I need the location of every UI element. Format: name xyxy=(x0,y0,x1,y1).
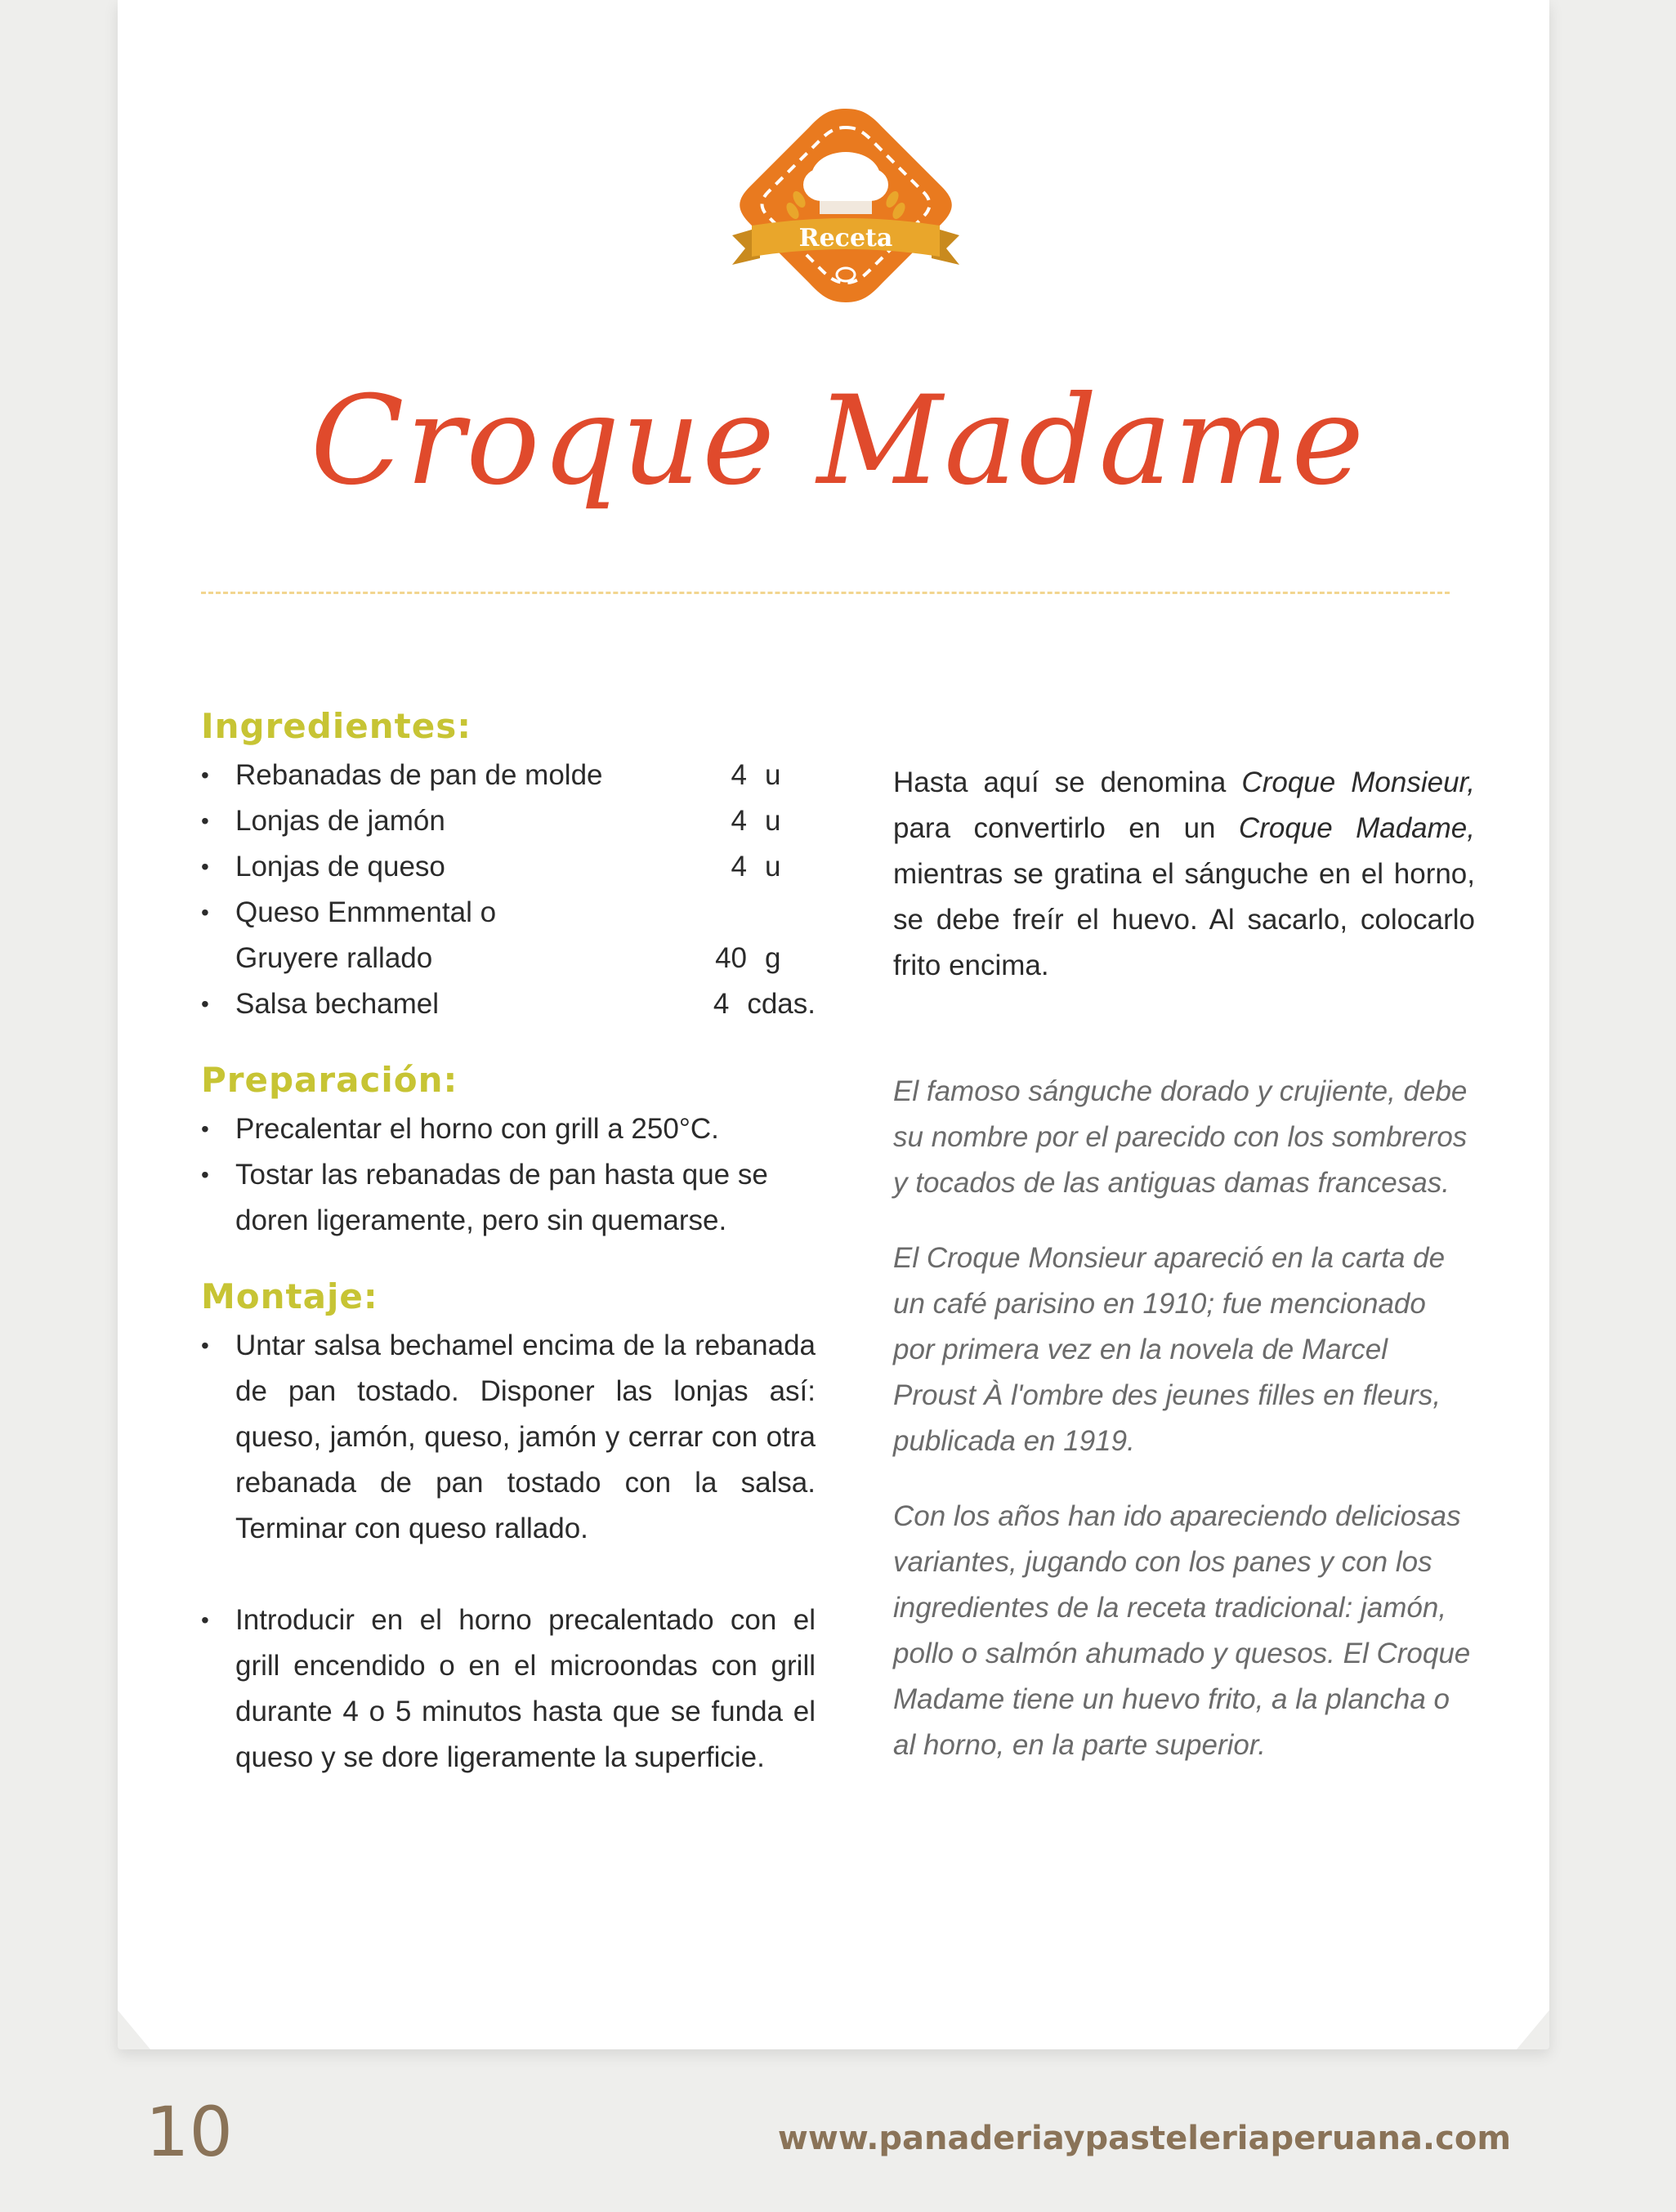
website-url[interactable]: www.panaderiaypasteleriaperuana.com xyxy=(777,2120,1511,2157)
note-paragraph: El famoso sánguche dorado y crujiente, debe su nombre por el parecido con los sombreros y tocados de las antiguas damas francesas. xyxy=(893,1075,1468,1199)
ingredients-heading: Ingredientes: xyxy=(201,706,472,746)
preparation-step: • Tostar las rebanadas de pan hasta que se doren ligeramente, pero sin quemarse. xyxy=(201,1152,816,1244)
preparation-list xyxy=(201,1106,816,1244)
ingredient-item: • Lonjas de jamón 4 u xyxy=(201,798,816,844)
ingredient-item: • Queso Enmmental o xyxy=(201,890,816,936)
title-divider xyxy=(201,592,1450,594)
badge-label: Receta xyxy=(798,224,893,252)
ingredient-item: Gruyere rallado 40 g xyxy=(235,942,781,974)
preparation-section xyxy=(201,1060,816,1244)
page-number: 10 xyxy=(145,2092,233,2172)
recipe-left-column xyxy=(201,706,816,1781)
recipe-right-column xyxy=(893,760,1475,1768)
assembly-section xyxy=(201,1276,816,1781)
ingredient-item: • Rebanadas de pan de molde 4 u xyxy=(201,753,816,798)
preparation-step: • Precalentar el horno con grill a 250°C. xyxy=(201,1106,816,1152)
recipe-badge-logo xyxy=(727,105,964,325)
assembly-step: • Untar salsa bechamel encima de la rebanada de pan tostado. Disponer las lonjas así: queso, jamón, queso, jamón y cerrar con otra rebanada de pan tostado con la salsa. Terminar con queso rallado. xyxy=(201,1323,816,1552)
assembly-heading: Montaje: xyxy=(201,1276,378,1316)
assembly-list xyxy=(201,1323,816,1781)
ingredient-item: • Salsa bechamel 4 cdas. xyxy=(201,981,816,1027)
preparation-heading: Preparación: xyxy=(201,1060,458,1100)
recipe-title: Croque Madame xyxy=(310,370,1366,512)
ingredient-item: • Lonjas de queso 4 u xyxy=(201,844,816,890)
intro-paragraph: Hasta aquí se denomina Croque Monsieur, para convertirlo en un Croque Madame, mientras se gratina el sánguche en el horno, se debe freír el huevo. Al sacarlo, colocarlo frito encima. xyxy=(893,766,1475,981)
note-paragraph: El Croque Monsieur apareció en la carta de un café parisino en 1910; fue mencionado por primera vez en la novela de Marcel Proust À l'ombre des jeunes filles en fleurs, publicada en 1919. xyxy=(893,1242,1446,1457)
note-paragraph: Con los años han ido apareciendo deliciosas variantes, jugando con los panes y con los ingredientes de la receta tradicional: jamón, pollo o salmón ahumado y quesos. El Croque Madame tiene un huevo frito, a la plancha o al horno, en la parte superior. xyxy=(893,1500,1471,1761)
ingredients-list xyxy=(201,753,816,1027)
assembly-step: • Introducir en el horno precalentado con el grill encendido o en el microondas con grill durante 4 o 5 minutos hasta que se funda el queso y se dore ligeramente la superficie. xyxy=(201,1598,816,1781)
